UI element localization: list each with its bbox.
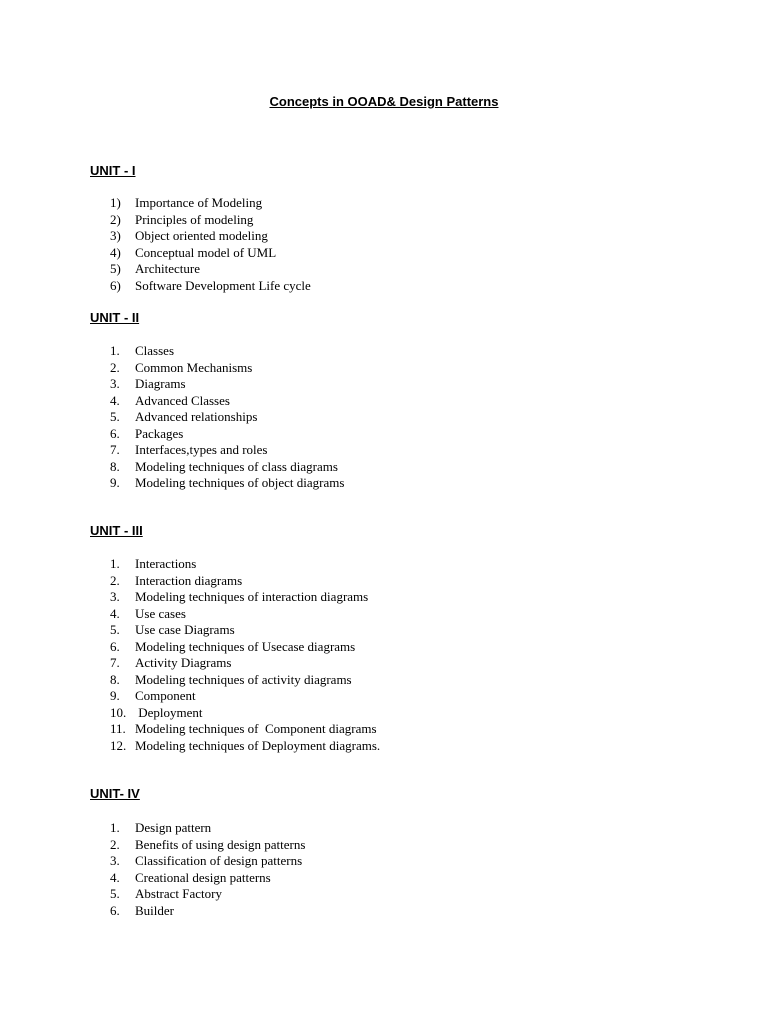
list-item — [110, 343, 344, 360]
item-number: 6. — [110, 902, 120, 918]
item-number: 1. — [110, 820, 120, 835]
item-text: Packages — [135, 425, 184, 441]
item-text: Principles of modeling — [135, 211, 254, 227]
item-text: Builder — [135, 902, 174, 918]
list-item — [110, 705, 380, 722]
item-text: Component — [135, 688, 196, 703]
item-number: 5) — [110, 261, 121, 276]
item-number: 4) — [110, 244, 121, 260]
item-text: Advanced relationships — [135, 409, 258, 424]
list-item — [110, 426, 344, 443]
unit-4-topic-list — [110, 820, 305, 919]
item-number: 9. — [110, 475, 120, 490]
item-text: Modeling techniques of Component diagrams — [135, 721, 377, 736]
list-item — [110, 853, 305, 870]
list-item — [110, 245, 311, 262]
list-item — [110, 195, 311, 212]
item-text: Object oriented modeling — [135, 228, 268, 243]
item-number: 7. — [110, 655, 120, 670]
list-item — [110, 261, 311, 278]
unit-2-heading: UNIT - II — [90, 310, 140, 325]
list-item — [110, 837, 305, 854]
list-item — [110, 589, 380, 606]
item-number: 2. — [110, 836, 120, 852]
item-number: 10. — [110, 704, 127, 720]
item-number: 3. — [110, 589, 120, 604]
list-item — [110, 573, 380, 590]
list-item — [110, 278, 311, 295]
item-number: 8. — [110, 458, 120, 474]
item-number: 6. — [110, 425, 120, 441]
item-text: Diagrams — [135, 376, 186, 391]
list-item — [110, 360, 344, 377]
list-item — [110, 655, 380, 672]
unit-2-topic-list — [110, 343, 344, 492]
item-number: 9. — [110, 688, 120, 703]
list-item — [110, 903, 305, 920]
list-item — [110, 409, 344, 426]
item-number: 1) — [110, 195, 121, 210]
item-number: 3. — [110, 376, 120, 391]
unit-1-heading: UNIT - I — [90, 163, 136, 178]
list-item — [110, 738, 380, 755]
item-number: 11. — [110, 721, 126, 736]
item-text: Interactions — [135, 556, 197, 571]
item-number: 2) — [110, 211, 121, 227]
list-item — [110, 228, 311, 245]
item-text: Modeling techniques of Deployment diagrams. — [135, 737, 381, 753]
item-text: Modeling techniques of Usecase diagrams — [135, 638, 356, 654]
item-number: 6. — [110, 638, 120, 654]
item-number: 6) — [110, 277, 121, 293]
item-text: Modeling techniques of object diagrams — [135, 475, 345, 490]
item-number: 1. — [110, 556, 120, 571]
item-number: 8. — [110, 671, 120, 687]
item-text: Advanced Classes — [135, 392, 230, 408]
document-title: Concepts in OOAD& Design Patterns — [269, 94, 499, 109]
item-text: Classification of design patterns — [135, 853, 303, 868]
unit-3-heading: UNIT - III — [90, 523, 143, 538]
item-text: Use case Diagrams — [135, 622, 235, 637]
list-item — [110, 393, 344, 410]
item-text: Interaction diagrams — [135, 572, 243, 588]
item-number: 4. — [110, 392, 120, 408]
list-item — [110, 672, 380, 689]
item-number: 5. — [110, 622, 120, 637]
item-text: Conceptual model of UML — [135, 244, 277, 260]
list-item — [110, 459, 344, 476]
item-number: 4. — [110, 605, 120, 621]
item-text: Activity Diagrams — [135, 655, 232, 670]
unit-4-heading: UNIT- IV — [90, 786, 140, 801]
list-item — [110, 820, 305, 837]
item-text: Modeling techniques of interaction diagrams — [135, 589, 369, 604]
item-number: 7. — [110, 442, 120, 457]
item-number: 5. — [110, 409, 120, 424]
item-text: Common Mechanisms — [135, 359, 253, 375]
item-text: Deployment — [135, 704, 203, 720]
list-item — [110, 442, 344, 459]
list-item — [110, 622, 380, 639]
item-text: Benefits of using design patterns — [135, 836, 306, 852]
unit-3-topic-list — [110, 556, 380, 754]
list-item — [110, 475, 344, 492]
list-item — [110, 870, 305, 887]
item-number: 3) — [110, 228, 121, 243]
item-text: Design pattern — [135, 820, 212, 835]
item-text: Interfaces,types and roles — [135, 442, 268, 457]
item-text: Modeling techniques of activity diagrams — [135, 671, 352, 687]
item-text: Abstract Factory — [135, 886, 223, 901]
list-item — [110, 688, 380, 705]
item-text: Modeling techniques of class diagrams — [135, 458, 338, 474]
list-item — [110, 721, 380, 738]
item-text: Architecture — [135, 261, 200, 276]
list-item — [110, 556, 380, 573]
item-text: Use cases — [135, 605, 186, 621]
unit-1-topic-list — [110, 195, 311, 294]
item-number: 4. — [110, 869, 120, 885]
item-text: Software Development Life cycle — [135, 277, 311, 293]
item-text: Classes — [135, 343, 174, 358]
item-text: Importance of Modeling — [135, 195, 263, 210]
item-number: 1. — [110, 343, 120, 358]
list-item — [110, 212, 311, 229]
item-number: 12. — [110, 737, 127, 753]
item-number: 3. — [110, 853, 120, 868]
list-item — [110, 639, 380, 656]
item-number: 5. — [110, 886, 120, 901]
item-number: 2. — [110, 359, 120, 375]
list-item — [110, 886, 305, 903]
item-text: Creational design patterns — [135, 869, 271, 885]
list-item — [110, 376, 344, 393]
item-number: 2. — [110, 572, 120, 588]
list-item — [110, 606, 380, 623]
